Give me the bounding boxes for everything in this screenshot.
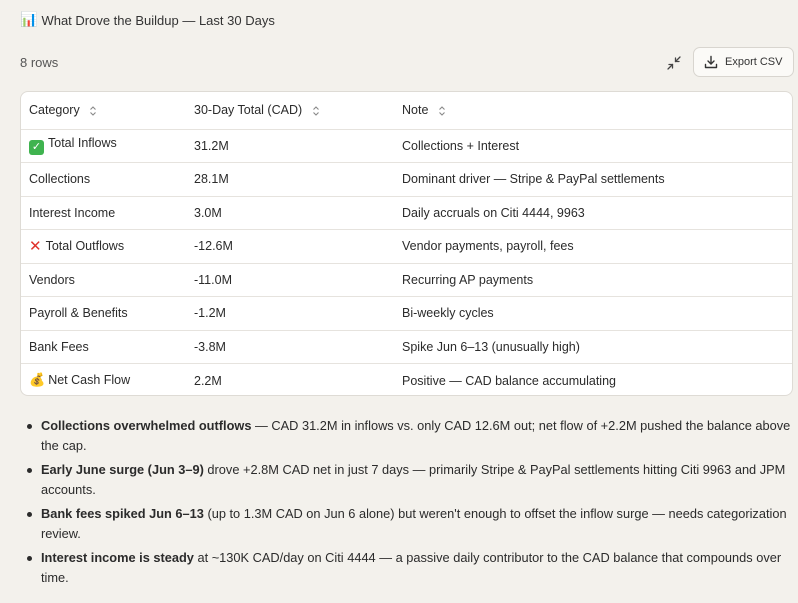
money-bag-icon: 💰	[29, 373, 46, 388]
cell-category: 💰 Net Cash Flow	[29, 373, 131, 388]
table-row	[21, 330, 792, 364]
list-item: Early June surge (Jun 3–9) drove +2.8M CAD net in just 7 days — primarily Stripe & PayPal settlements hitting Citi 9963 and JPM accounts.	[27, 460, 795, 500]
list-item: Bank fees spiked Jun 6–13 (up to 1.3M CAD on Jun 6 alone) but weren't enough to offset the inflow surge — needs categorization review.	[27, 504, 795, 544]
cell-category: Vendors	[21, 263, 186, 297]
cell-note: Recurring AP payments	[394, 263, 792, 297]
column-header-total[interactable]: 30-Day Total (CAD)	[186, 92, 394, 129]
table-header-row	[21, 92, 792, 129]
download-icon	[704, 55, 718, 69]
cell-total: -1.2M	[186, 297, 394, 331]
table-row	[21, 196, 792, 230]
cell-total: 3.0M	[186, 196, 394, 230]
check-mark-icon: ✓	[29, 140, 44, 155]
cell-total: -11.0M	[186, 263, 394, 297]
table-row	[21, 263, 792, 297]
cell-category: Collections	[21, 163, 186, 197]
cell-note: Bi-weekly cycles	[394, 297, 792, 331]
cell-note: Vendor payments, payroll, fees	[394, 230, 792, 264]
cell-total: -3.8M	[186, 330, 394, 364]
cell-total: -12.6M	[186, 230, 394, 264]
export-csv-label: Export CSV	[725, 56, 783, 68]
cell-category: Bank Fees	[21, 330, 186, 364]
table-row	[21, 297, 792, 331]
table-row	[21, 230, 792, 264]
cross-mark-icon: ✕	[29, 238, 42, 256]
list-item: Collections overwhelmed outflows — CAD 31.2M in inflows vs. only CAD 12.6M out; net flow of +2.2M pushed the balance above the cap.	[27, 416, 795, 456]
table-row	[21, 364, 792, 397]
cell-note: Dominant driver — Stripe & PayPal settlements	[394, 163, 792, 197]
cell-category: Payroll & Benefits	[21, 297, 186, 331]
table-row	[21, 129, 792, 163]
cell-category: ✕ Total Outflows	[21, 230, 186, 264]
cell-note: Spike Jun 6–13 (unusually high)	[394, 330, 792, 364]
data-table	[20, 91, 793, 396]
sort-icon	[312, 105, 320, 117]
page-title-text: What Drove the Buildup — Last 30 Days	[41, 12, 275, 28]
cell-category: ✓ Total Inflows	[21, 129, 186, 163]
sort-icon	[438, 105, 446, 117]
cell-note: Daily accruals on Citi 4444, 9963	[394, 196, 792, 230]
insights-list	[27, 416, 795, 592]
cell-total: 31.2M	[186, 129, 394, 163]
table-row	[21, 163, 792, 197]
collapse-button[interactable]	[663, 52, 685, 74]
column-header-note[interactable]: Note	[394, 92, 792, 129]
collapse-arrows-icon	[667, 56, 681, 70]
cell-note: Collections + Interest	[394, 129, 792, 163]
sort-icon	[89, 105, 97, 117]
cell-note: Positive — CAD balance accumulating	[402, 373, 616, 388]
cell-category: Interest Income	[21, 196, 186, 230]
cell-total: 2.2M	[194, 373, 222, 388]
export-csv-button[interactable]	[693, 47, 794, 77]
list-item: Interest income is steady at ~130K CAD/day on Citi 4444 — a passive daily contributor to the CAD balance that compounds over time.	[27, 548, 795, 588]
row-count: 8 rows	[20, 55, 59, 70]
column-header-category[interactable]: Category	[21, 92, 186, 129]
cell-total: 28.1M	[186, 163, 394, 197]
page-title	[20, 12, 275, 28]
bar-chart-icon: 📊	[20, 12, 38, 28]
